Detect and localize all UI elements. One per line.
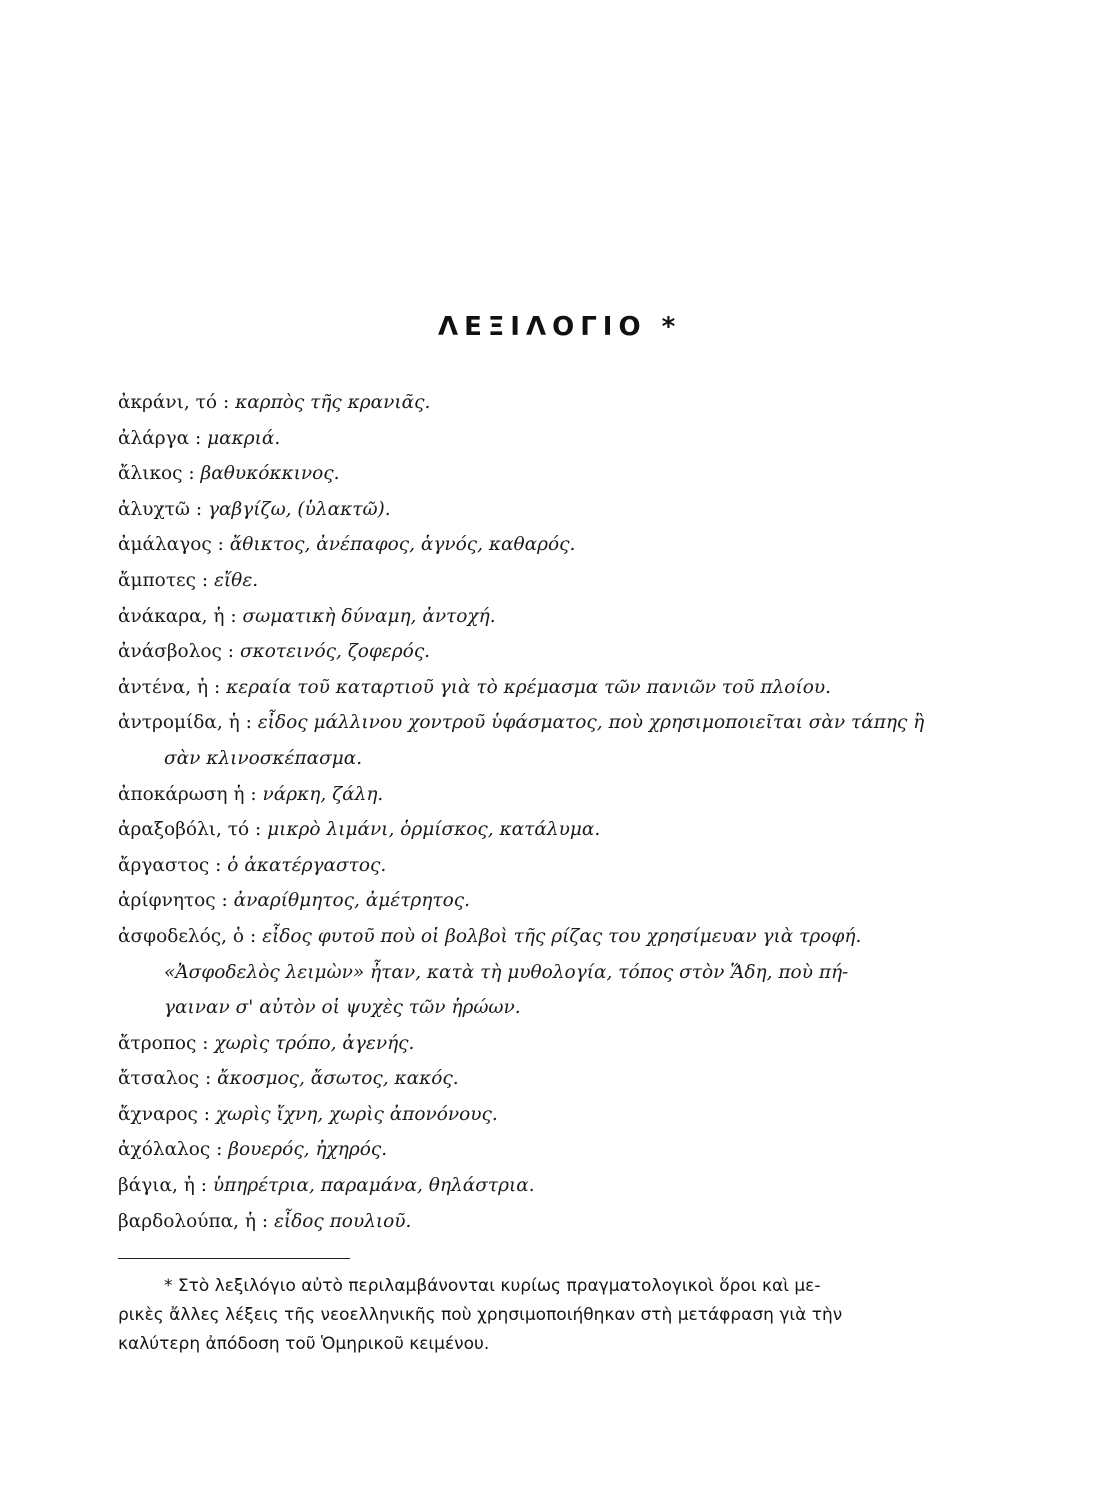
entry-definition: βουερός, ἠχηρός. [228,1139,388,1161]
entry-definition: βαθυκόκκινος. [200,463,340,485]
entry-term: ἀχόλαλος : [118,1139,223,1161]
glossary-entry [118,421,978,457]
glossary-entry [118,1026,978,1062]
entry-term: βαρδολούπα, ἡ : [118,1210,269,1232]
glossary-entry [118,385,978,421]
entry-term: ἀντρομίδα, ἡ : [118,712,252,734]
glossary-list [118,385,978,1239]
entry-definition: ἄκοσμος, ἄσωτος, κακός. [217,1068,459,1090]
footnote-line: ρικὲς ἄλλες λέξεις τῆς νεοελληνικῆς ποὺ χρησιμοποιήθηκαν στὴ μετάφραση γιὰ τὴν [118,1305,843,1325]
glossary-entry [118,1204,978,1240]
footnote-line: * Στὸ λεξιλόγιο αὐτὸ περιλαμβάνονται κυρίως πραγματολογικοὶ ὅροι καὶ με- [164,1276,821,1296]
entry-definition: ὑπηρέτρια, παραμάνα, θηλάστρια. [212,1175,535,1197]
glossary-entry [118,705,978,776]
entry-definition-continued: γαιναν σ' αὐτὸν οἱ ψυχὲς τῶν ἡρώων. [164,997,521,1019]
glossary-entry [118,492,978,528]
entry-term: ἀνάκαρα, ἡ : [118,605,237,627]
entry-definition-continued: «Ἀσφοδελὸς λειμὼν» ἦταν, κατὰ τὴ μυθολογία, τόπος στὸν Ἅδη, ποὺ πή- [164,961,849,983]
entry-definition: γαβγίζω, (ὑλακτῶ). [208,498,391,520]
footnote-line: καλύτερη ἀπόδοση τοῦ Ὁμηρικοῦ κειμένου. [118,1334,490,1354]
glossary-entry [118,1132,978,1168]
entry-term: ἀκράνι, τό : [118,392,230,413]
footnote-divider [118,1258,350,1259]
entry-definition: χωρὶς τρόπο, ἀγενής. [214,1032,415,1054]
glossary-entry [118,1168,978,1204]
entry-definition: εἶδος μάλλινου χοντροῦ ὑφάσματος, ποὺ χρησιμοποιεῖται σὰν τάπης ἢ [257,712,925,734]
entry-definition: μικρὸ λιμάνι, ὁρμίσκος, κατάλυμα. [267,819,601,841]
glossary-entry [118,527,978,563]
entry-definition: κεραία τοῦ καταρτιοῦ γιὰ τὸ κρέμασμα τῶν πανιῶν τοῦ πλοίου. [226,676,831,698]
glossary-entry [118,883,978,919]
entry-definition: σκοτεινός, ζοφερός. [239,641,431,663]
entry-term: ἀμάλαγος : [118,534,224,556]
entry-term: ἀποκάρωση ἡ : [118,783,257,805]
entry-term: ἀραξοβόλι, τό : [118,819,262,841]
glossary-entry [118,599,978,635]
entry-term: ἄχναρος : [118,1103,210,1125]
glossary-entry [118,1061,978,1097]
entry-definition: νάρκη, ζάλη. [262,783,384,805]
entry-definition: καρπὸς τῆς κρανιᾶς. [235,392,431,413]
glossary-entry [118,1097,978,1133]
entry-definition: εἴθε. [214,569,259,591]
entry-term: ἀντένα, ἡ : [118,676,221,698]
glossary-entry [118,456,978,492]
entry-definition: ὁ ἀκατέργαστος. [227,854,387,876]
glossary-entry [118,919,978,1026]
glossary-entry [118,634,978,670]
glossary-entry [118,848,978,884]
entry-term: ἄλικος : [118,463,195,485]
entry-term: ἄργαστος : [118,854,222,876]
entry-term: ἀλάργα : [118,427,202,449]
entry-term: ἀρίφνητος : [118,890,228,912]
entry-definition: ἀναρίθμητος, ἀμέτρητος. [233,890,471,912]
entry-term: ἀνάσβολος : [118,641,235,663]
entry-term: ἄτροπος : [118,1032,209,1054]
entry-term: ἄμποτες : [118,569,209,591]
entry-definition: εἶδος πουλιοῦ. [273,1210,412,1232]
entry-definition: χωρὶς ἴχνη, χωρὶς ἀπονόνους. [215,1103,498,1125]
entry-definition: ἄθικτος, ἀνέπαφος, ἁγνός, καθαρός. [229,534,576,556]
entry-definition: σωματικὴ δύναμη, ἀντοχή. [242,605,496,627]
entry-term: ἀσφοδελός, ὁ : [118,925,257,947]
entry-definition: μακριά. [207,427,281,449]
glossary-entry [118,670,978,706]
entry-term: ἄτσαλος : [118,1068,212,1090]
glossary-entry [118,777,978,813]
entry-term: βάγια, ἡ : [118,1175,207,1197]
footnote [118,1272,978,1359]
entry-definition: εἶδος φυτοῦ ποὺ οἱ βολβοὶ τῆς ρίζας του χρησίμευαν γιὰ τροφή. [262,925,862,947]
entry-definition-continued: σὰν κλινοσκέπασμα. [164,747,363,769]
glossary-entry [118,812,978,848]
page-title: ΛΕΞΙΛΟΓΙΟ * [438,312,682,342]
glossary-entry [118,563,978,599]
entry-term: ἀλυχτῶ : [118,498,203,520]
